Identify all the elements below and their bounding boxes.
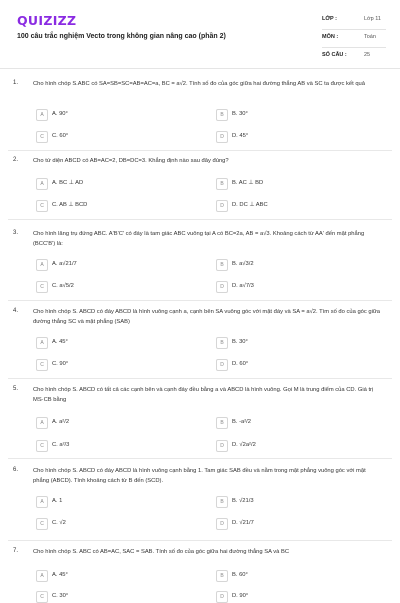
question-number: 1. [13, 80, 19, 86]
header-divider [0, 68, 400, 69]
option-c[interactable] [36, 281, 186, 293]
question-text: Cho hình lăng trụ đứng ABC. A'B'C' có đáy là tam giác ABC vuông tại A có BC=2a, AB = a√3. Khoảng cách từ AA' đến mặt phẳng (BCC'B') là: [33, 231, 365, 247]
question-divider [8, 150, 392, 151]
meta-value: Toán [364, 34, 376, 40]
option-text: A. 45° [52, 571, 68, 578]
meta-row-subject [322, 30, 386, 48]
option-b[interactable] [216, 337, 366, 349]
option-b[interactable] [216, 417, 366, 429]
option-text: B. AC ⊥ BD [232, 179, 264, 186]
question-divider [8, 300, 392, 301]
question-divider [8, 378, 392, 379]
option-letter-box: C [36, 440, 48, 452]
option-c[interactable] [36, 200, 186, 212]
option-text: A. 1 [52, 497, 63, 504]
option-letter-box: C [36, 281, 48, 293]
meta-row-class [322, 12, 386, 30]
question-number: 6. [13, 467, 19, 473]
question-divider [8, 219, 392, 220]
option-d[interactable] [216, 359, 366, 371]
option-c[interactable] [36, 359, 186, 371]
option-a[interactable] [36, 570, 186, 582]
option-letter-box: D [216, 591, 228, 603]
option-b[interactable] [216, 496, 366, 508]
option-a[interactable] [36, 496, 186, 508]
option-letter-box: D [216, 200, 228, 212]
question-text: Cho tứ diện ABCD có AB=AC=2, DB=DC=3. Khẳng định nào sau đây đúng? [33, 158, 229, 164]
option-c[interactable] [36, 131, 186, 143]
option-text: C. 60° [52, 132, 69, 139]
option-d[interactable] [216, 518, 366, 530]
option-a[interactable] [36, 337, 186, 349]
option-letter-box: A [36, 178, 48, 190]
option-d[interactable] [216, 440, 366, 452]
option-d[interactable] [216, 131, 366, 143]
option-letter-box: A [36, 337, 48, 349]
option-c[interactable] [36, 440, 186, 452]
option-text: A. 90° [52, 110, 68, 117]
question-number: 2. [13, 157, 19, 163]
option-b[interactable] [216, 570, 366, 582]
option-text: D. √2a²/2 [232, 441, 256, 448]
option-text: C. 90° [52, 360, 69, 367]
question-text: Cho hình chóp S.ABC có SA=SB=SC=AB=AC=a, BC = a√2. Tính số đo của góc giữa hai đường thẳng AB và SC ta được kết quả [33, 81, 366, 87]
option-c[interactable] [36, 591, 186, 603]
option-a[interactable] [36, 178, 186, 190]
option-letter-box: C [36, 131, 48, 143]
meta-label: SỐ CÂU : [322, 52, 347, 58]
option-b[interactable] [216, 259, 366, 271]
question-divider [8, 540, 392, 541]
option-d[interactable] [216, 591, 366, 603]
option-text: B. a√3/2 [232, 260, 254, 267]
meta-label: MÔN : [322, 34, 339, 40]
option-letter-box: B [216, 570, 228, 582]
option-letter-box: B [216, 337, 228, 349]
option-text: B. 30° [232, 110, 248, 117]
option-letter-box: B [216, 259, 228, 271]
option-a[interactable] [36, 417, 186, 429]
option-text: D. 60° [232, 360, 249, 367]
worksheet-header [0, 0, 400, 70]
option-letter-box: B [216, 417, 228, 429]
question-text: Cho hình chóp S. ABCD có đáy ABCD là hình vuông cạnh a, cạnh bên SA vuông góc với mặt đáy và SA = a√2. Tìm số đo của góc giữa đường thẳng SC và mặt phẳng (SAB) [33, 309, 381, 325]
option-d[interactable] [216, 200, 366, 212]
option-text: C. √2 [52, 519, 66, 526]
question-text: Cho hình chóp S. ABCD có tất cả các cạnh bên và cạnh đáy đều bằng a và ABCD là hình vuông. Gọi M là trung điểm của CD. Giá trị MS·CB bằng [33, 387, 374, 403]
option-b[interactable] [216, 178, 366, 190]
quizizz-logo[interactable]: QUIZIZZ [17, 13, 77, 28]
option-text: C. a²/3 [52, 441, 70, 448]
option-text: A. a²/2 [52, 418, 70, 425]
meta-value: 25 [364, 52, 371, 58]
option-text: C. 30° [52, 592, 69, 599]
question-text: Cho hình chóp S. ABCD có đáy ABCD là hình vuông cạnh bằng 1. Tam giác SAB đều và nằm trong mặt phẳng vuông góc với mặt phẳng (ABCD). Tính khoảng cách từ B đến (SCD). [33, 468, 366, 484]
option-text: D. DC ⊥ ABC [232, 201, 268, 208]
question-number: 4. [13, 308, 19, 314]
option-letter-box: A [36, 109, 48, 121]
option-text: C. AB ⊥ BCD [52, 201, 88, 208]
option-letter-box: D [216, 131, 228, 143]
question-number: 3. [13, 230, 19, 236]
option-text: D. a√7/3 [232, 282, 254, 289]
option-letter-box: A [36, 417, 48, 429]
option-letter-box: C [36, 518, 48, 530]
question-divider [8, 458, 392, 459]
option-letter-box: C [36, 359, 48, 371]
option-b[interactable] [216, 109, 366, 121]
option-text: B. √21/3 [232, 497, 254, 504]
option-a[interactable] [36, 259, 186, 271]
option-letter-box: A [36, 570, 48, 582]
option-text: A. BC ⊥ AD [52, 179, 84, 186]
option-a[interactable] [36, 109, 186, 121]
worksheet-title: 100 câu trắc nghiệm Vecto trong không gian nâng cao (phần 2) [17, 33, 226, 40]
option-text: B. 30° [232, 338, 248, 345]
option-text: D. √21/7 [232, 519, 254, 526]
meta-label: LỚP : [322, 16, 337, 22]
option-letter-box: D [216, 359, 228, 371]
option-letter-box: A [36, 496, 48, 508]
option-letter-box: D [216, 518, 228, 530]
option-letter-box: C [36, 200, 48, 212]
option-text: C. a√5/2 [52, 282, 74, 289]
option-letter-box: C [36, 591, 48, 603]
option-text: A. a√21/7 [52, 260, 77, 267]
meta-value: Lớp 11 [364, 16, 381, 22]
option-letter-box: D [216, 281, 228, 293]
option-d[interactable] [216, 281, 366, 293]
meta-row-count [322, 48, 386, 65]
option-letter-box: B [216, 109, 228, 121]
option-letter-box: B [216, 178, 228, 190]
option-c[interactable] [36, 518, 186, 530]
question-number: 5. [13, 386, 19, 392]
option-text: B. 60° [232, 571, 248, 578]
question-text: Cho hình chóp S. ABC có AB=AC, SAC = SAB. Tính số đo của góc giữa hai đường thẳng SA và BC [33, 549, 290, 555]
option-text: D. 90° [232, 592, 249, 599]
option-letter-box: A [36, 259, 48, 271]
option-text: D. 45° [232, 132, 249, 139]
question-number: 7. [13, 548, 19, 554]
option-text: B. -a²/2 [232, 418, 252, 425]
meta-table [322, 12, 386, 65]
option-text: A. 45° [52, 338, 68, 345]
option-letter-box: D [216, 440, 228, 452]
option-letter-box: B [216, 496, 228, 508]
